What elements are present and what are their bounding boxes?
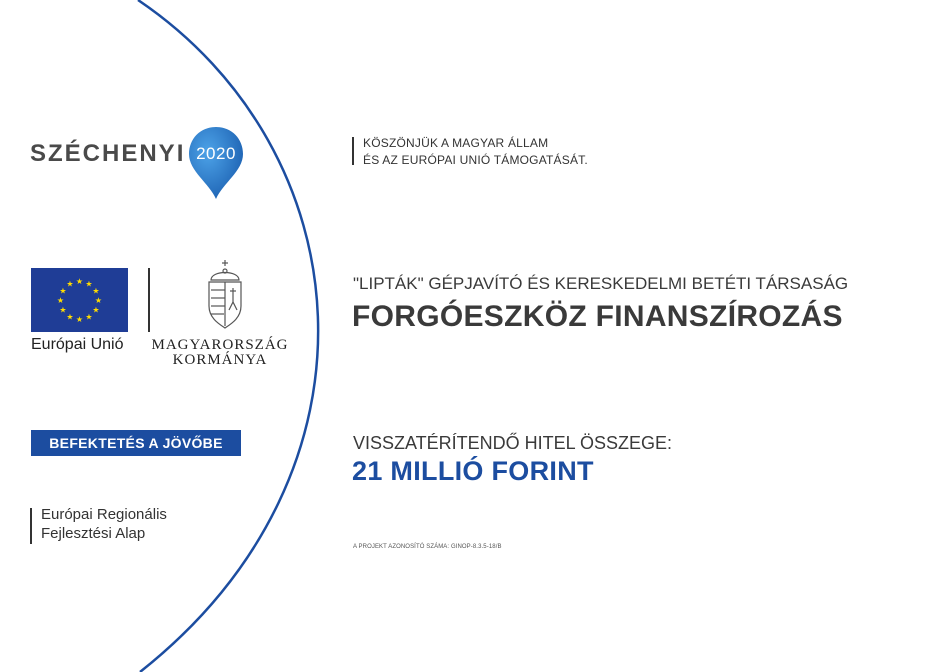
szechenyi-logo-text: SZÉCHENYI — [30, 140, 186, 167]
invest-in-future-badge: BEFEKTETÉS A JÖVŐBE — [31, 430, 241, 456]
svg-text:★: ★ — [75, 315, 84, 324]
svg-text:★: ★ — [92, 305, 100, 315]
fund-name-line2: Fejlesztési Alap — [41, 525, 146, 542]
svg-text:★: ★ — [66, 279, 74, 289]
svg-text:★: ★ — [94, 296, 103, 305]
svg-text:★: ★ — [59, 305, 67, 315]
thanks-divider — [352, 137, 354, 165]
logo-divider — [148, 268, 150, 332]
project-id: A PROJEKT AZONOSÍTÓ SZÁMA: GINOP-8.3.5-18/B — [353, 544, 502, 550]
gov-logo-line2: KORMÁNYA — [172, 352, 268, 368]
svg-text:★: ★ — [66, 312, 74, 322]
eu-label: Európai Unió — [31, 336, 124, 353]
thanks-line2: ÉS AZ EURÓPAI UNIÓ TÁMOGATÁSÁT. — [363, 153, 588, 167]
svg-text:★: ★ — [92, 286, 100, 296]
coat-of-arms-icon — [199, 258, 251, 332]
fund-name-line1: Európai Regionális — [41, 506, 167, 523]
szechenyi-year: 2020 — [196, 144, 236, 163]
thanks-line1: KÖSZÖNJÜK A MAGYAR ÁLLAM — [363, 136, 549, 150]
svg-text:★: ★ — [85, 312, 93, 322]
svg-text:★: ★ — [59, 286, 67, 296]
svg-text:★: ★ — [56, 296, 65, 305]
loan-amount-label: VISSZATÉRÍTENDŐ HITEL ÖSSZEGE: — [353, 433, 673, 453]
fund-divider — [30, 508, 32, 544]
loan-amount-value: 21 MILLIÓ FORINT — [352, 456, 594, 486]
svg-text:★: ★ — [75, 277, 84, 286]
project-title: FORGÓESZKÖZ FINANSZÍROZÁS — [352, 300, 843, 333]
beneficiary-company: "LIPTÁK" GÉPJAVÍTÓ ÉS KERESKEDELMI BETÉTI TÁRSASÁG — [353, 274, 849, 293]
svg-text:★: ★ — [85, 279, 93, 289]
eu-flag-icon — [31, 268, 128, 332]
gov-logo-line1: MAGYARORSZÁG — [151, 337, 289, 353]
